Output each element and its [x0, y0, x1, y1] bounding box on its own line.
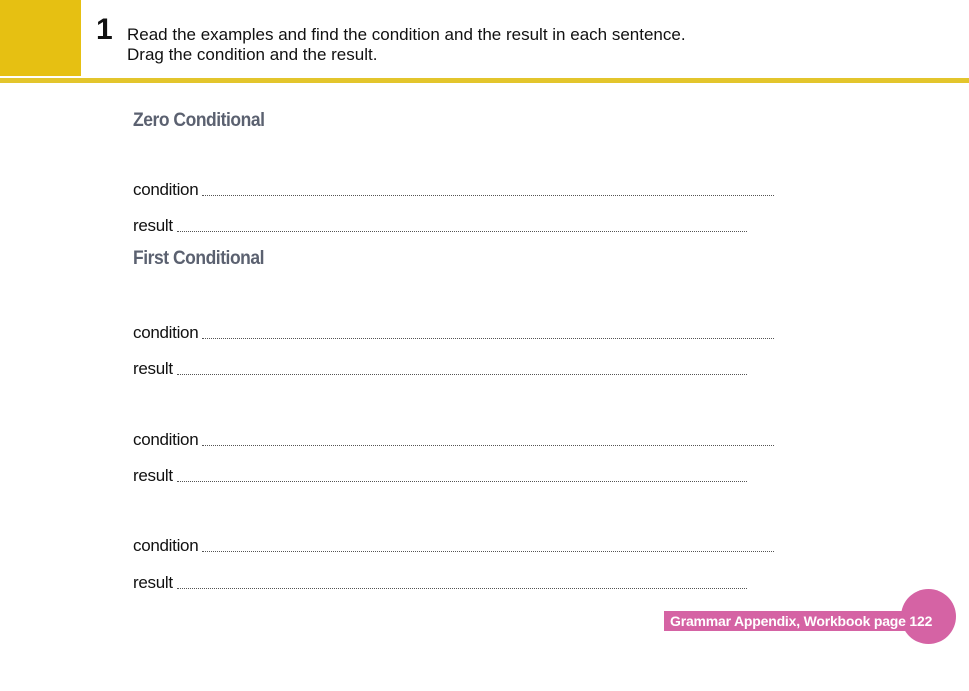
grammar-appendix-link-text: Grammar Appendix, Workbook page 122 [670, 613, 933, 629]
condition-drop-zone[interactable] [133, 428, 774, 450]
result-label: result [133, 466, 173, 485]
result-label: result [133, 216, 173, 235]
instruction-line-2: Drag the condition and the result. [127, 45, 378, 64]
condition-label: condition [133, 430, 199, 449]
dotted-answer-line [202, 338, 774, 339]
header-divider [0, 78, 969, 83]
condition-drop-zone[interactable] [133, 178, 774, 200]
dotted-answer-line [202, 445, 774, 446]
dotted-answer-line [202, 195, 774, 196]
instruction-line-1: Read the examples and find the condition and the result in each sentence. [127, 25, 686, 44]
dotted-answer-line [202, 551, 774, 552]
condition-label: condition [133, 323, 199, 342]
section-heading-zero-conditional: Zero Conditional [133, 110, 265, 131]
header-accent-block [0, 0, 81, 76]
result-drop-zone[interactable] [133, 571, 747, 593]
dotted-answer-line [177, 481, 747, 482]
exercise-instructions [127, 25, 686, 65]
result-drop-zone[interactable] [133, 464, 747, 486]
condition-drop-zone[interactable] [133, 534, 774, 556]
condition-drop-zone[interactable] [133, 321, 774, 343]
result-drop-zone[interactable] [133, 357, 747, 379]
result-label: result [133, 573, 173, 592]
exercise-number: 1 [96, 13, 113, 46]
result-drop-zone[interactable] [133, 214, 747, 236]
dotted-answer-line [177, 588, 747, 589]
dotted-answer-line [177, 374, 747, 375]
condition-label: condition [133, 180, 199, 199]
dotted-answer-line [177, 231, 747, 232]
result-label: result [133, 359, 173, 378]
grammar-appendix-link[interactable] [664, 611, 933, 631]
section-heading-first-conditional: First Conditional [133, 248, 265, 269]
condition-label: condition [133, 536, 199, 555]
